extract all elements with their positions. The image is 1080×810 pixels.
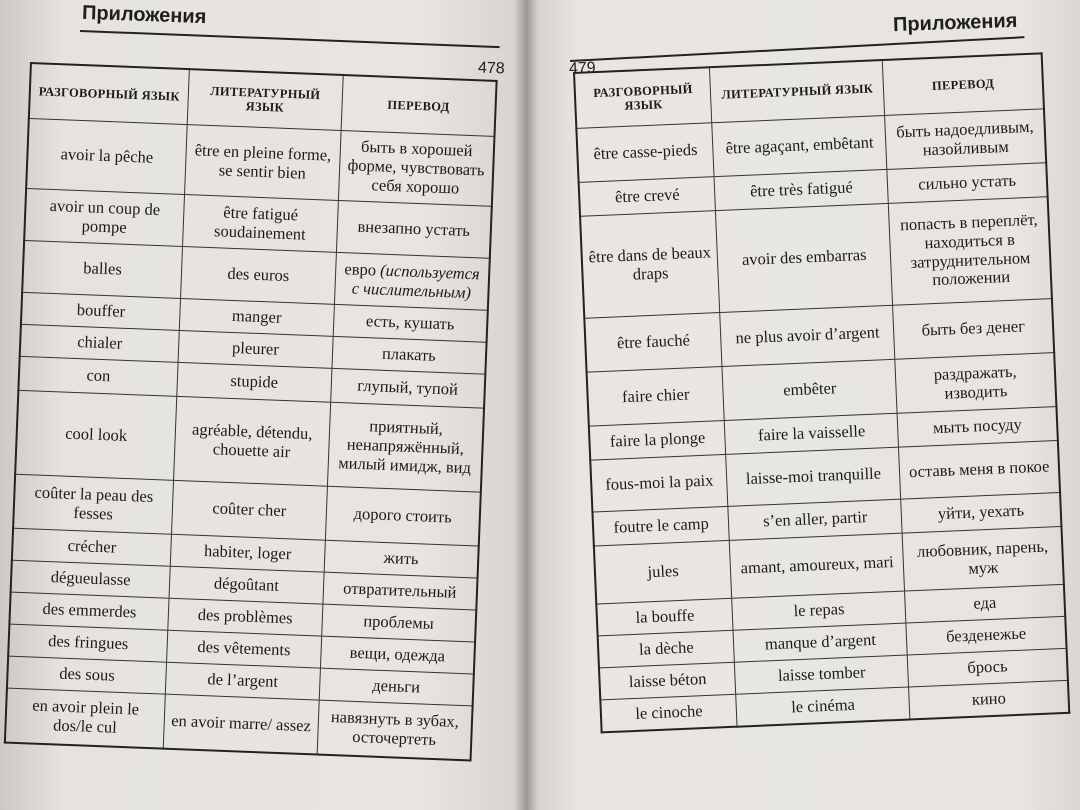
literary-cell: ne plus avoir d’argent (720, 305, 895, 366)
literary-cell: en avoir marre/ assez (163, 694, 319, 754)
literary-cell: stupide (177, 362, 332, 402)
colloquial-cell: cool look (15, 390, 177, 480)
literary-cell: manger (179, 298, 334, 336)
literary-cell: de l’argent (165, 662, 320, 700)
translation-cell: приятный, ненапряжённый, милый имидж, вид (327, 402, 484, 492)
page-number-right: 479 (568, 59, 596, 78)
literary-cell: habiter, loger (170, 534, 325, 572)
literary-cell: des euros (180, 246, 336, 304)
translation-cell: быть в хорошей форме, чувствовать себя хорошо (338, 130, 494, 206)
literary-cell: amant, amoureux, mari (729, 533, 904, 598)
literary-cell: être agaçant, embêtant (712, 115, 887, 176)
colloquial-cell: balles (22, 240, 182, 298)
translation-cell: быть надоедливым, назойливым (885, 109, 1046, 170)
literary-cell: être très fatigué (714, 169, 888, 210)
translation-cell: еда (905, 584, 1065, 623)
translation-cell: мыть посуду (897, 407, 1057, 448)
colloquial-cell: être fauché (584, 313, 722, 373)
literary-cell: le repas (732, 591, 906, 630)
literary-cell: laisse-moi tranquille (726, 447, 901, 506)
colloquial-cell: foutre le camp (592, 506, 729, 546)
left-page (0, 0, 525, 810)
colloquial-cell: le cinoche (600, 694, 737, 732)
column-header-translation: ПЕРЕВОД (341, 75, 497, 136)
colloquial-cell: fous-moi la paix (590, 454, 728, 512)
colloquial-cell: avoir la pêche (26, 118, 187, 194)
translation-cell: попасть в переплёт, находиться в затруднительном положении (889, 197, 1052, 306)
colloquial-cell: des fringues (8, 624, 168, 662)
column-header-colloquial: РАЗГОВОРНЫЙ ЯЗЫК (574, 67, 712, 128)
column-header-colloquial: РАЗГОВОРНЫЙ ЯЗЫК (29, 63, 189, 125)
literary-cell: coûter cher (171, 480, 327, 540)
translation-cell: любовник, парень, муж (902, 526, 1063, 591)
column-header-literary: ЛИТЕРАТУРНЫЙ ЯЗЫК (187, 69, 343, 130)
colloquial-cell: avoir un coup de pompe (24, 188, 184, 246)
translation-cell: сильно устать (887, 163, 1047, 204)
colloquial-cell: des sous (7, 656, 167, 694)
translation-cell: жить (324, 540, 479, 578)
colloquial-cell: être crevé (579, 177, 716, 217)
translation-cell: оставь меня в покое (899, 441, 1060, 500)
literary-cell: dégoûtant (169, 566, 324, 604)
table-row (580, 197, 1052, 319)
colloquial-cell: con (18, 356, 178, 396)
translation-cell: раздражать, изводить (895, 353, 1056, 414)
colloquial-cell: jules (594, 540, 732, 604)
literary-cell: être fatigué soudainement (182, 195, 338, 253)
header-rule-left (80, 30, 500, 48)
colloquial-cell: dégueulasse (11, 560, 171, 598)
running-header-left: Приложения (81, 1, 207, 29)
translation-cell: вещи, одежда (320, 636, 475, 674)
translation-cell: плакать (332, 336, 487, 374)
translation-cell: навязнуть в зубах, осточертеть (317, 700, 473, 760)
colloquial-cell: la bouffe (596, 598, 733, 636)
translation-cell: брось (908, 648, 1068, 687)
translation-cell: проблемы (321, 604, 476, 642)
column-header-translation: ПЕРЕВОД (883, 53, 1044, 115)
colloquial-cell: coûter la peau des fesses (13, 474, 173, 534)
colloquial-cell: chialer (20, 324, 180, 362)
book-gutter (514, 0, 538, 810)
colloquial-cell: laisse béton (599, 662, 736, 700)
literary-cell: manque d’argent (733, 623, 907, 662)
literary-cell: agréable, détendu, chouette air (173, 396, 330, 486)
colloquial-cell: des emmerdes (9, 592, 169, 630)
literary-cell: des vêtements (166, 630, 321, 668)
column-header-literary: ЛИТЕРАТУРНЫЙ ЯЗЫК (710, 60, 885, 123)
literary-cell: des problèmes (168, 598, 323, 636)
translation-cell: кино (909, 680, 1069, 719)
literary-cell: pleurer (178, 330, 333, 368)
running-header-right: Приложения (892, 9, 1018, 37)
translation-cell: деньги (319, 668, 474, 706)
colloquial-cell: faire chier (587, 367, 725, 427)
translation-cell: быть без денег (893, 299, 1054, 360)
literary-cell: le cinéma (736, 687, 910, 726)
translation-cell: есть, кушать (333, 304, 488, 342)
translation-note: (используется с числительным) (351, 260, 481, 302)
literary-cell: s’en aller, partir (728, 499, 902, 540)
translation-cell: уйти, уехать (901, 492, 1061, 533)
colloquial-cell: crécher (12, 528, 172, 566)
literary-cell: embêter (722, 359, 897, 420)
page-number-left: 478 (477, 59, 506, 78)
literary-cell: avoir des embarras (716, 203, 893, 312)
literary-cell: laisse tomber (735, 655, 909, 694)
colloquial-cell: en avoir plein le dos/le cul (5, 688, 165, 748)
translation-cell: безденежье (906, 616, 1066, 655)
literary-cell: faire la vaisselle (724, 413, 898, 454)
colloquial-cell: être dans de beaux draps (580, 211, 720, 319)
literary-cell: être en pleine forme, se sentir bien (184, 125, 340, 201)
colloquial-cell: la dèche (598, 630, 735, 668)
colloquial-cell: bouffer (21, 292, 181, 330)
translation-text: евро (344, 258, 377, 279)
colloquial-cell: faire la plonge (589, 420, 726, 460)
translation-cell: дорого стоить (325, 486, 481, 546)
translation-cell (334, 252, 490, 310)
right-page (525, 0, 1080, 810)
vocabulary-table-left (4, 62, 498, 761)
translation-cell: внезапно устать (336, 200, 492, 258)
translation-cell: глупый, тупой (330, 368, 485, 408)
translation-cell: отвратительный (323, 572, 478, 610)
colloquial-cell: être casse-pieds (576, 123, 714, 183)
vocabulary-table-right (573, 52, 1070, 733)
